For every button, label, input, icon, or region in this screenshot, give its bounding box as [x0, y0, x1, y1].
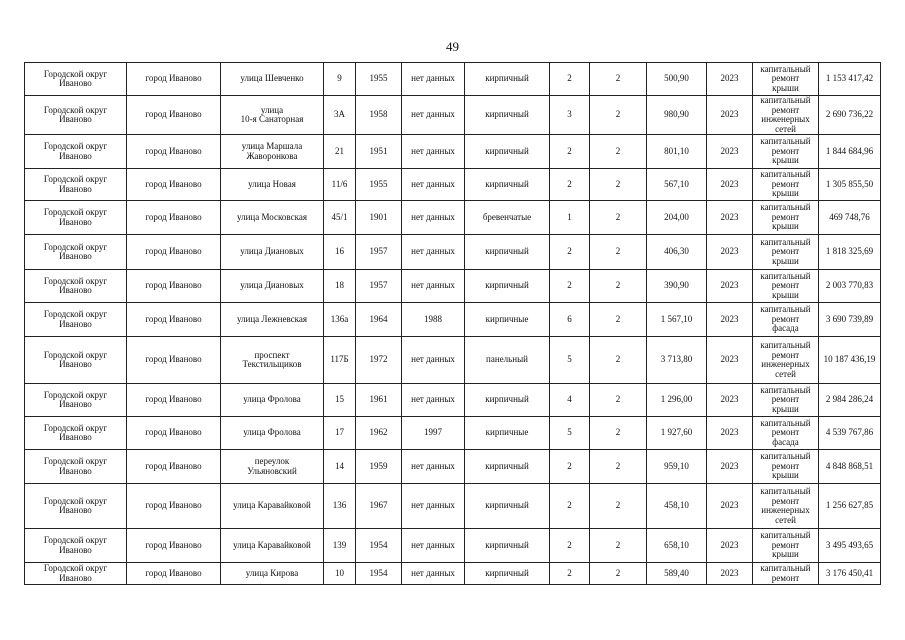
year-built-cell: 1957 [356, 270, 402, 303]
municipality-cell: Городской округ Иваново [25, 135, 127, 169]
municipality-cell: Городской округ Иваново [25, 384, 127, 417]
work-type-cell: капитальный ремонт инженерных сетей [753, 337, 819, 384]
wall-material-cell: кирпичный [465, 450, 550, 484]
settlement-cell: город Иваново [127, 270, 221, 303]
street-cell: улица Новая [221, 169, 324, 201]
wall-material-cell: кирпичный [465, 484, 550, 529]
wall-material-cell: бревенчатые [465, 201, 550, 235]
wall-material-cell: кирпичные [465, 417, 550, 450]
plan-year-cell: 2023 [707, 563, 753, 585]
settlement-cell: город Иваново [127, 63, 221, 96]
house-number-cell: 14 [324, 450, 356, 484]
area-cell: 589,40 [647, 563, 707, 585]
plan-year-cell: 2023 [707, 169, 753, 201]
settlement-cell: город Иваново [127, 484, 221, 529]
work-type-cell: капитальный ремонт крыши [753, 169, 819, 201]
municipality-cell: Городской округ Иваново [25, 96, 127, 135]
house-number-cell: 16 [324, 235, 356, 270]
plan-year-cell: 2023 [707, 96, 753, 135]
table-row [25, 63, 881, 96]
floors-cell: 2 [550, 235, 590, 270]
area-cell: 1 567,10 [647, 303, 707, 337]
table-row [25, 529, 881, 563]
floors-cell: 2 [550, 169, 590, 201]
year-overhaul-cell: 1997 [402, 417, 465, 450]
entrances-cell: 2 [590, 96, 647, 135]
work-type-cell: капитальный ремонт крыши [753, 384, 819, 417]
entrances-cell: 2 [590, 169, 647, 201]
wall-material-cell: кирпичный [465, 135, 550, 169]
floors-cell: 2 [550, 450, 590, 484]
year-built-cell: 1961 [356, 384, 402, 417]
settlement-cell: город Иваново [127, 135, 221, 169]
street-cell: улица Диановых [221, 235, 324, 270]
year-built-cell: 1957 [356, 235, 402, 270]
floors-cell: 2 [550, 484, 590, 529]
house-number-cell: 117Б [324, 337, 356, 384]
year-built-cell: 1955 [356, 63, 402, 96]
settlement-cell: город Иваново [127, 450, 221, 484]
cost-cell: 10 187 436,19 [819, 337, 881, 384]
street-cell: переулок Ульяновский [221, 450, 324, 484]
plan-year-cell: 2023 [707, 63, 753, 96]
year-built-cell: 1954 [356, 563, 402, 585]
year-built-cell: 1901 [356, 201, 402, 235]
settlement-cell: город Иваново [127, 96, 221, 135]
area-cell: 406,30 [647, 235, 707, 270]
house-number-cell: 3А [324, 96, 356, 135]
entrances-cell: 2 [590, 384, 647, 417]
floors-cell: 1 [550, 201, 590, 235]
page-number: 49 [446, 39, 459, 54]
table-row [25, 135, 881, 169]
settlement-cell: город Иваново [127, 417, 221, 450]
plan-year-cell: 2023 [707, 270, 753, 303]
cost-cell: 3 690 739,89 [819, 303, 881, 337]
cost-cell: 469 748,76 [819, 201, 881, 235]
year-built-cell: 1955 [356, 169, 402, 201]
work-type-cell: капитальный ремонт инженерных сетей [753, 96, 819, 135]
table-row [25, 270, 881, 303]
wall-material-cell: кирпичный [465, 63, 550, 96]
municipality-cell: Городской округ Иваново [25, 563, 127, 585]
floors-cell: 5 [550, 337, 590, 384]
wall-material-cell: кирпичный [465, 384, 550, 417]
street-cell: улица Маршала Жаворонкова [221, 135, 324, 169]
area-cell: 1 927,60 [647, 417, 707, 450]
work-type-cell: капитальный ремонт крыши [753, 63, 819, 96]
plan-year-cell: 2023 [707, 384, 753, 417]
entrances-cell: 2 [590, 563, 647, 585]
settlement-cell: город Иваново [127, 384, 221, 417]
municipality-cell: Городской округ Иваново [25, 450, 127, 484]
floors-cell: 4 [550, 384, 590, 417]
table-row [25, 337, 881, 384]
street-cell: улица Московская [221, 201, 324, 235]
area-cell: 658,10 [647, 529, 707, 563]
cost-cell: 4 539 767,86 [819, 417, 881, 450]
work-type-cell: капитальный ремонт крыши [753, 450, 819, 484]
area-cell: 500,90 [647, 63, 707, 96]
house-number-cell: 17 [324, 417, 356, 450]
work-type-cell: капитальный ремонт фасада [753, 417, 819, 450]
municipality-cell: Городской округ Иваново [25, 201, 127, 235]
floors-cell: 2 [550, 563, 590, 585]
settlement-cell: город Иваново [127, 235, 221, 270]
plan-year-cell: 2023 [707, 201, 753, 235]
cost-cell: 1 844 684,96 [819, 135, 881, 169]
settlement-cell: город Иваново [127, 337, 221, 384]
year-overhaul-cell: нет данных [402, 201, 465, 235]
table-body [25, 63, 881, 585]
table-row [25, 201, 881, 235]
floors-cell: 2 [550, 529, 590, 563]
entrances-cell: 2 [590, 529, 647, 563]
cost-cell: 2 003 770,83 [819, 270, 881, 303]
table-row [25, 563, 881, 585]
floors-cell: 2 [550, 63, 590, 96]
floors-cell: 6 [550, 303, 590, 337]
entrances-cell: 2 [590, 337, 647, 384]
cost-cell: 2 690 736,22 [819, 96, 881, 135]
area-cell: 1 296,00 [647, 384, 707, 417]
wall-material-cell: кирпичный [465, 169, 550, 201]
wall-material-cell: кирпичный [465, 563, 550, 585]
plan-year-cell: 2023 [707, 337, 753, 384]
wall-material-cell: кирпичный [465, 270, 550, 303]
street-cell: улица Кирова [221, 563, 324, 585]
table-row [25, 235, 881, 270]
house-number-cell: 136 [324, 484, 356, 529]
work-type-cell: капитальный ремонт крыши [753, 235, 819, 270]
area-cell: 959,10 [647, 450, 707, 484]
plan-year-cell: 2023 [707, 529, 753, 563]
table-row [25, 96, 881, 135]
year-overhaul-cell: нет данных [402, 450, 465, 484]
year-overhaul-cell: нет данных [402, 270, 465, 303]
area-cell: 390,90 [647, 270, 707, 303]
year-built-cell: 1951 [356, 135, 402, 169]
municipality-cell: Городской округ Иваново [25, 303, 127, 337]
year-overhaul-cell: нет данных [402, 529, 465, 563]
floors-cell: 5 [550, 417, 590, 450]
municipality-cell: Городской округ Иваново [25, 63, 127, 96]
street-cell: улица Диановых [221, 270, 324, 303]
entrances-cell: 2 [590, 303, 647, 337]
year-built-cell: 1958 [356, 96, 402, 135]
year-overhaul-cell: 1988 [402, 303, 465, 337]
municipality-cell: Городской округ Иваново [25, 337, 127, 384]
house-number-cell: 18 [324, 270, 356, 303]
street-cell: проспект Текстильщиков [221, 337, 324, 384]
plan-year-cell: 2023 [707, 484, 753, 529]
area-cell: 458,10 [647, 484, 707, 529]
entrances-cell: 2 [590, 63, 647, 96]
street-cell: улица Каравайковой [221, 529, 324, 563]
plan-year-cell: 2023 [707, 303, 753, 337]
floors-cell: 3 [550, 96, 590, 135]
house-number-cell: 45/1 [324, 201, 356, 235]
municipality-cell: Городской округ Иваново [25, 235, 127, 270]
plan-year-cell: 2023 [707, 135, 753, 169]
table-row [25, 303, 881, 337]
year-built-cell: 1959 [356, 450, 402, 484]
work-type-cell: капитальный ремонт крыши [753, 201, 819, 235]
house-number-cell: 11/6 [324, 169, 356, 201]
street-cell: улица Фролова [221, 417, 324, 450]
house-number-cell: 9 [324, 63, 356, 96]
area-cell: 801,10 [647, 135, 707, 169]
street-cell: улица 10-я Санаторная [221, 96, 324, 135]
municipality-cell: Городской округ Иваново [25, 417, 127, 450]
cost-cell: 1 818 325,69 [819, 235, 881, 270]
floors-cell: 2 [550, 270, 590, 303]
work-type-cell: капитальный ремонт фасада [753, 303, 819, 337]
wall-material-cell: кирпичный [465, 96, 550, 135]
municipality-cell: Городской округ Иваново [25, 270, 127, 303]
plan-year-cell: 2023 [707, 417, 753, 450]
area-cell: 980,90 [647, 96, 707, 135]
year-overhaul-cell: нет данных [402, 484, 465, 529]
table-row [25, 450, 881, 484]
entrances-cell: 2 [590, 417, 647, 450]
year-built-cell: 1962 [356, 417, 402, 450]
municipality-cell: Городской округ Иваново [25, 169, 127, 201]
table-row [25, 484, 881, 529]
entrances-cell: 2 [590, 201, 647, 235]
year-overhaul-cell: нет данных [402, 563, 465, 585]
house-number-cell: 10 [324, 563, 356, 585]
year-overhaul-cell: нет данных [402, 169, 465, 201]
work-type-cell: капитальный ремонт крыши [753, 529, 819, 563]
cost-cell: 1 153 417,42 [819, 63, 881, 96]
cost-cell: 4 848 868,51 [819, 450, 881, 484]
entrances-cell: 2 [590, 484, 647, 529]
work-type-cell: капитальный ремонт крыши [753, 135, 819, 169]
year-built-cell: 1967 [356, 484, 402, 529]
settlement-cell: город Иваново [127, 169, 221, 201]
table-row [25, 417, 881, 450]
year-overhaul-cell: нет данных [402, 96, 465, 135]
wall-material-cell: кирпичные [465, 303, 550, 337]
cost-cell: 1 305 855,50 [819, 169, 881, 201]
year-overhaul-cell: нет данных [402, 384, 465, 417]
cost-cell: 1 256 627,85 [819, 484, 881, 529]
settlement-cell: город Иваново [127, 563, 221, 585]
year-overhaul-cell: нет данных [402, 337, 465, 384]
wall-material-cell: панельный [465, 337, 550, 384]
plan-year-cell: 2023 [707, 235, 753, 270]
area-cell: 204,00 [647, 201, 707, 235]
year-overhaul-cell: нет данных [402, 63, 465, 96]
year-built-cell: 1954 [356, 529, 402, 563]
settlement-cell: город Иваново [127, 303, 221, 337]
plan-year-cell: 2023 [707, 450, 753, 484]
street-cell: улица Фролова [221, 384, 324, 417]
house-number-cell: 139 [324, 529, 356, 563]
year-built-cell: 1972 [356, 337, 402, 384]
year-overhaul-cell: нет данных [402, 235, 465, 270]
settlement-cell: город Иваново [127, 529, 221, 563]
work-type-cell: капитальный ремонт крыши [753, 270, 819, 303]
street-cell: улица Лежневская [221, 303, 324, 337]
street-cell: улица Каравайковой [221, 484, 324, 529]
municipality-cell: Городской округ Иваново [25, 529, 127, 563]
table-row [25, 384, 881, 417]
municipality-cell: Городской округ Иваново [25, 484, 127, 529]
wall-material-cell: кирпичный [465, 235, 550, 270]
cost-cell: 3 495 493,65 [819, 529, 881, 563]
settlement-cell: город Иваново [127, 201, 221, 235]
house-number-cell: 21 [324, 135, 356, 169]
wall-material-cell: кирпичный [465, 529, 550, 563]
work-type-cell: капитальный ремонт инженерных сетей [753, 484, 819, 529]
floors-cell: 2 [550, 135, 590, 169]
cost-cell: 3 176 450,41 [819, 563, 881, 585]
cost-cell: 2 984 286,24 [819, 384, 881, 417]
street-cell: улица Шевченко [221, 63, 324, 96]
entrances-cell: 2 [590, 135, 647, 169]
entrances-cell: 2 [590, 270, 647, 303]
work-type-cell: капитальный ремонт [753, 563, 819, 585]
entrances-cell: 2 [590, 235, 647, 270]
house-number-cell: 136а [324, 303, 356, 337]
table-row [25, 169, 881, 201]
buildings-table [24, 62, 881, 585]
area-cell: 3 713,80 [647, 337, 707, 384]
year-built-cell: 1964 [356, 303, 402, 337]
area-cell: 567,10 [647, 169, 707, 201]
year-overhaul-cell: нет данных [402, 135, 465, 169]
house-number-cell: 15 [324, 384, 356, 417]
entrances-cell: 2 [590, 450, 647, 484]
